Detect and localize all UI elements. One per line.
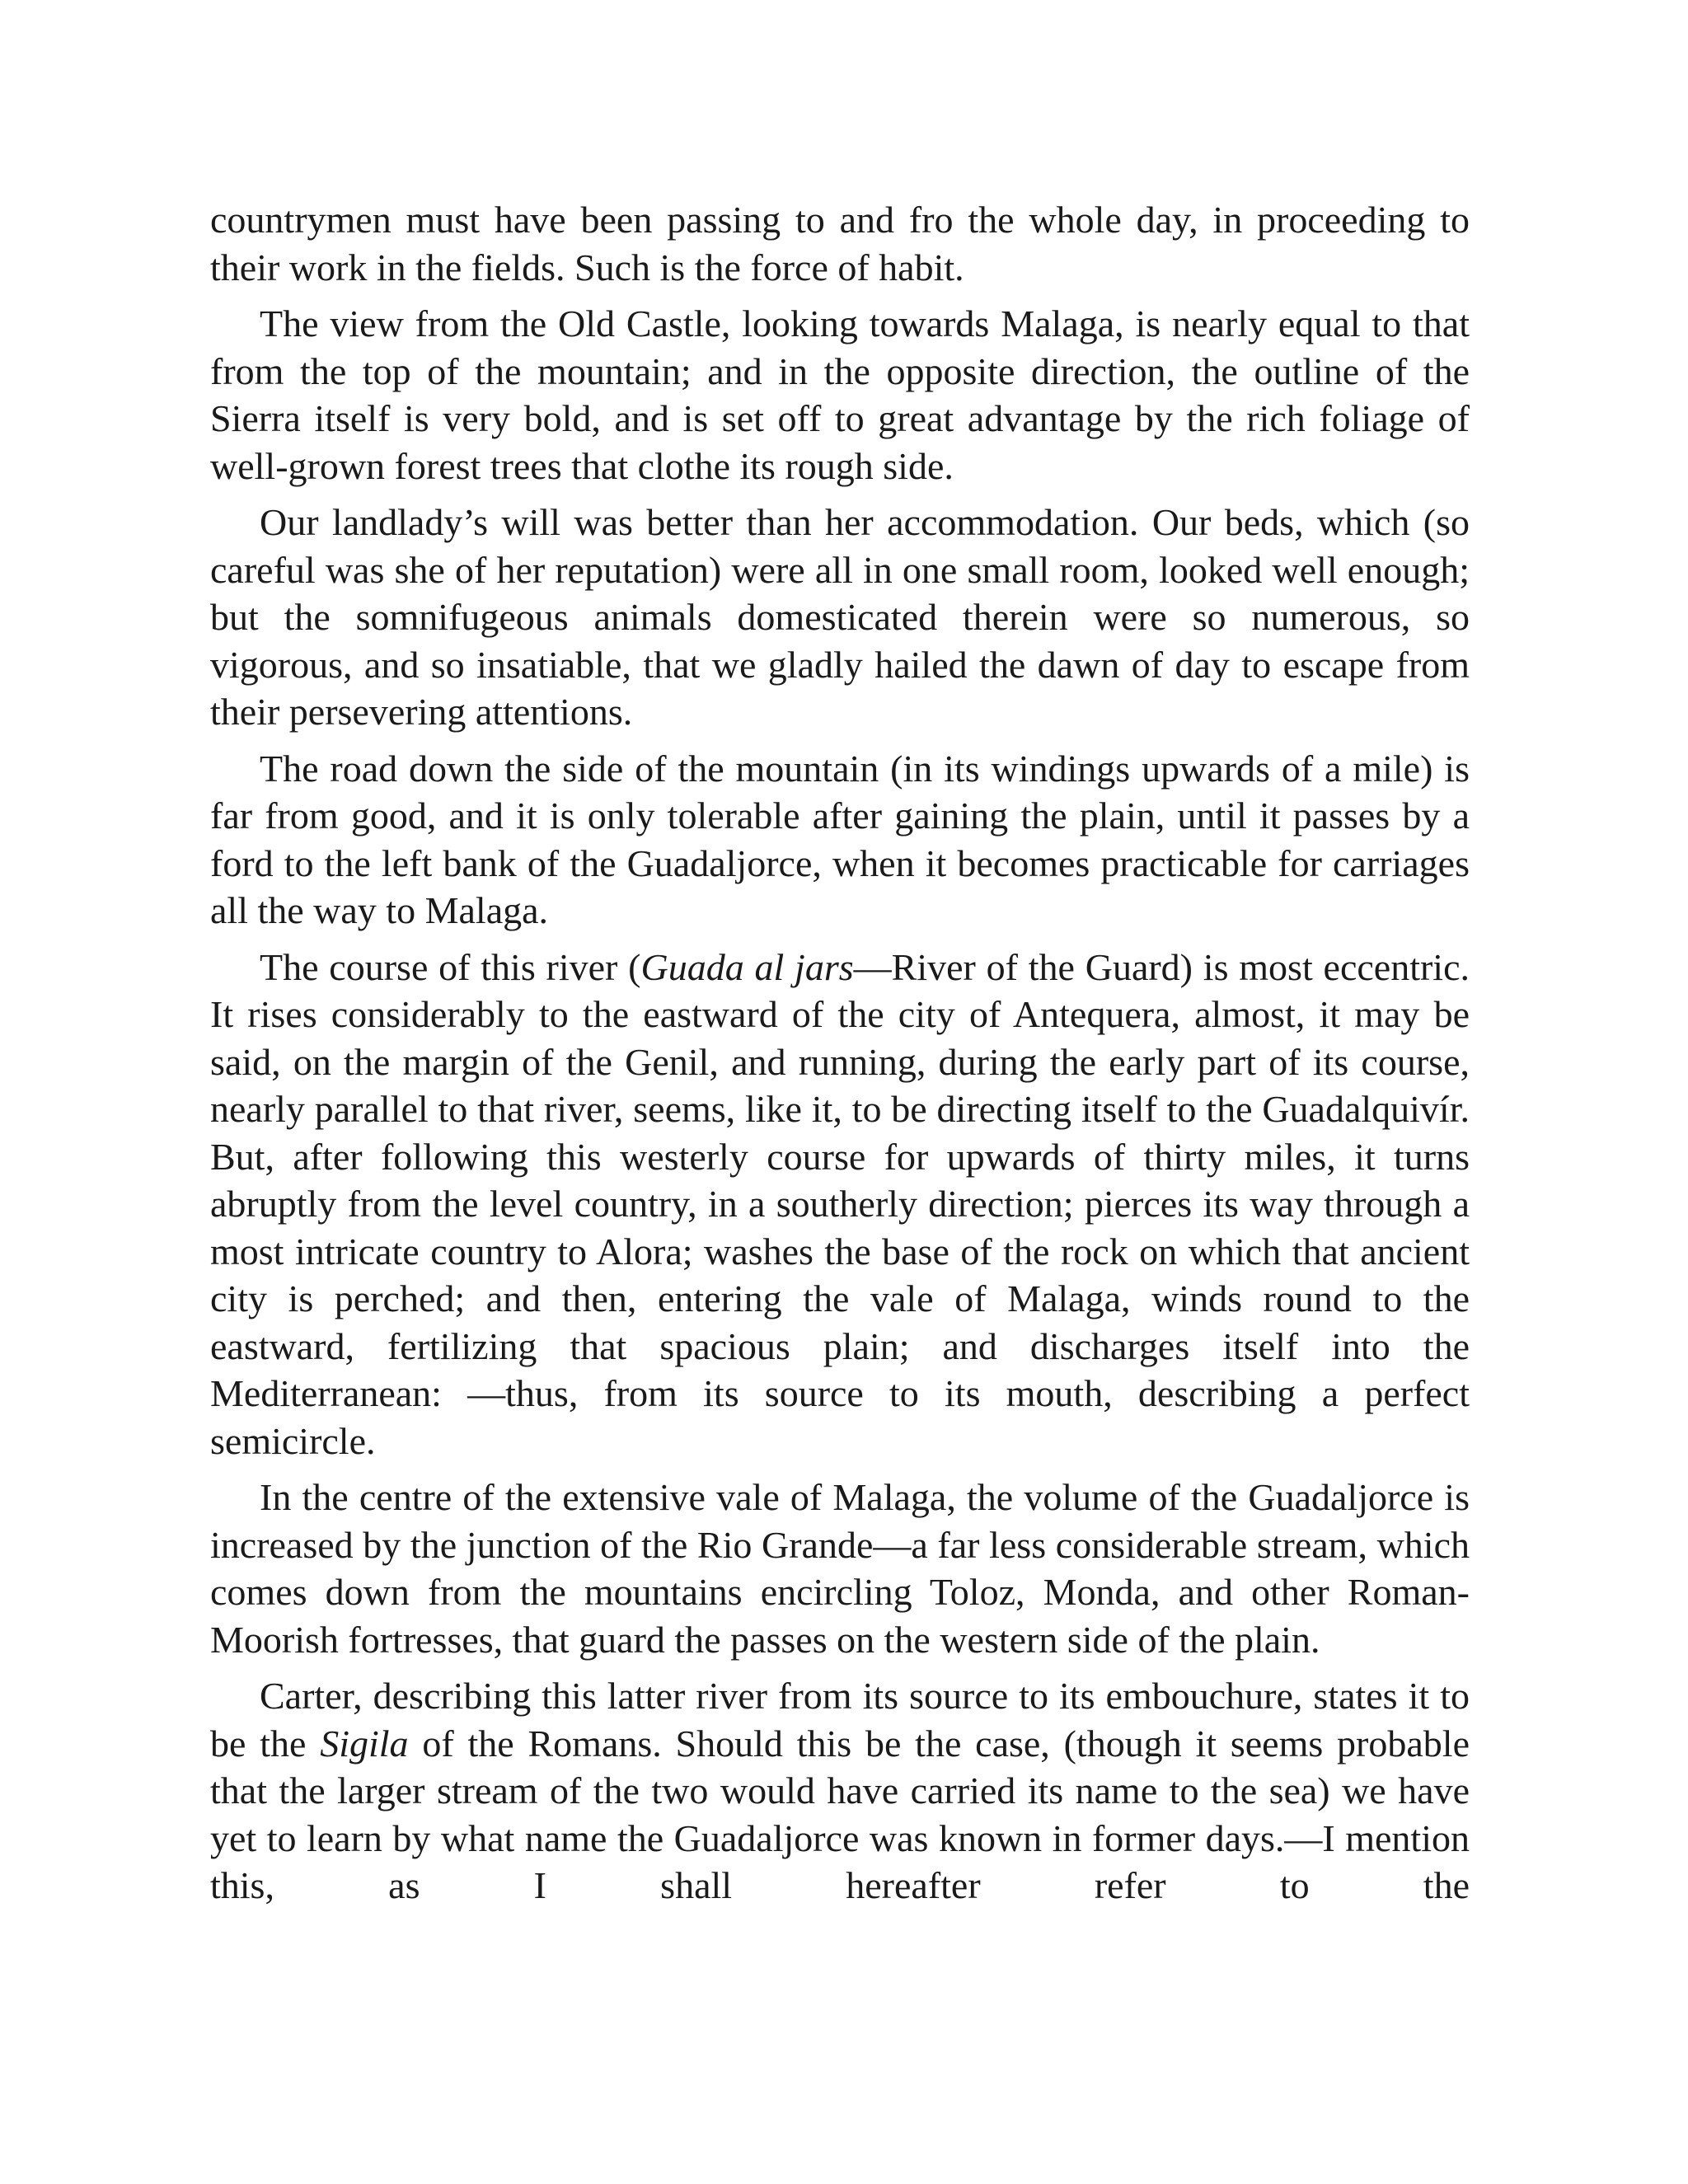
italic-roman-name: Sigila (320, 1722, 409, 1765)
paragraph-2 (210, 300, 1470, 490)
paragraph-7 (210, 1672, 1470, 1910)
paragraph-text: —River of the Guard) is most eccentric. It rises considerably to the eastward of the city of Antequera, almost, it may be said, on the margin of the Genil, and running, during the early part of its course, nearly parallel to that river, seems, like it, to be directing itself to the Guadalquivír. But, after following this westerly course for upwards of thirty miles, it turns abruptly from the level country, in a southerly direction; pierces its way through a most intricate country to Alora; washes the base of the rock on which that ancient city is perched; and then, entering the vale of Malaga, winds round to the eastward, fertilizing that spacious plain; and discharges itself into the Mediterranean: —thus, from its source to its mouth, describing a perfect semicircle. (210, 945, 1470, 1462)
paragraph-text: countrymen must have been passing to and fro the whole day, in proceeding to their work in the fields. Such is the force of habit. (210, 199, 1470, 288)
paragraph-4 (210, 745, 1470, 935)
page-body (210, 196, 1470, 1910)
paragraph-1 (210, 196, 1470, 291)
paragraph-text: The course of this river ( (260, 945, 641, 988)
paragraph-6 (210, 1474, 1470, 1663)
italic-river-name: Guada al jars (640, 945, 854, 988)
paragraph-text: The view from the Old Castle, looking towards Malaga, is nearly equal to that from the top of the mountain; and in the opposite direction, the outline of the Sierra itself is very bold, and is set off to great advantage by the rich foliage of well-grown forest trees that clothe its rough side. (210, 302, 1470, 487)
paragraph-text: In the centre of the extensive vale of Malaga, the volume of the Guadaljorce is increased by the junction of the Rio Grande—a far less considerable stream, which comes down from the mountains encircling Toloz, Monda, and other Roman-Moorish fortresses, that guard the passes on the western side of the plain. (210, 1476, 1470, 1661)
paragraph-text: of the Romans. Should this be the case, (though it seems probable that the larger stream of the two would have carried its name to the sea) we have yet to learn by what name the Guadaljorce was known in former days.—I mention this, as I shall hereafter refer to the (210, 1722, 1470, 1906)
paragraph-5 (210, 944, 1470, 1465)
paragraph-text: Our landlady’s will was better than her accommodation. Our beds, which (so careful was she of her reputation) were all in one small room, looked well enough; but the somnifugeous animals domesticated therein were so numerous, so vigorous, and so insatiable, that we gladly hailed the dawn of day to escape from their persevering attentions. (210, 501, 1470, 733)
paragraph-text: The road down the side of the mountain (in its windings upwards of a mile) is far from good, and it is only tolerable after gaining the plain, until it passes by a ford to the left bank of the Guadaljorce, when it becomes practicable for carriages all the way to Malaga. (210, 747, 1470, 931)
paragraph-text: Carter, describing this latter river from its source to its embouchure, states it to be the (210, 1675, 1470, 1765)
paragraph-3 (210, 499, 1470, 736)
